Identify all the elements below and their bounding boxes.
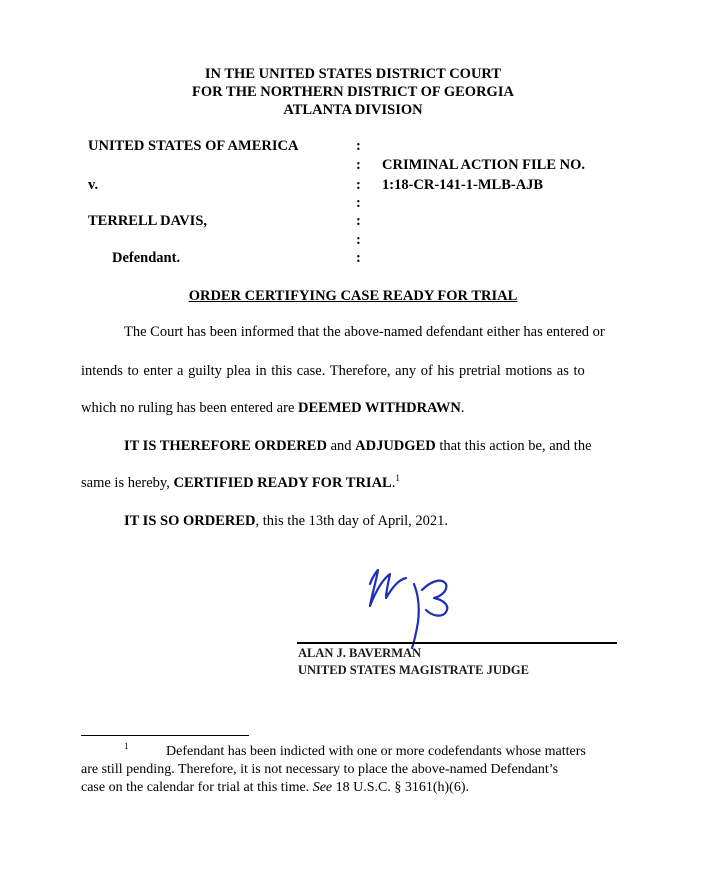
footnote-line-3 [81,780,469,796]
so-ordered-phrase: IT IS SO ORDERED [124,513,256,529]
text-run: and [326,438,356,454]
text-run: case on the calendar for trial at this time. [81,780,313,795]
footnote-number: 1 [124,741,129,751]
defendant-role: Defendant. [112,250,181,266]
court-name-line1: IN THE UNITED STATES DISTRICT COURT [204,66,502,82]
caption-colon: : [356,138,361,154]
file-number-label: CRIMINAL ACTION FILE NO. [382,157,586,173]
paragraph-2-line-1 [124,438,592,455]
paragraph-1-line-1: The Court has been informed that the above-named defendant either has entered or [124,324,605,340]
text-run: 18 U.S.C. § 3161(h)(6). [332,780,470,795]
caption-colon: : [356,250,361,266]
order-title: ORDER CERTIFYING CASE READY FOR TRIAL [188,288,518,304]
adjudged-phrase: ADJUDGED [355,438,436,454]
caption-colon: : [356,232,361,248]
paragraph-1-line-3 [81,400,465,417]
caption-colon: : [356,213,361,229]
footnote-divider [81,735,249,736]
versus-label: v. [88,177,99,193]
defendant-name: TERRELL DAVIS, [88,213,208,229]
judge-title: UNITED STATES MAGISTRATE JUDGE [298,663,529,677]
plaintiff-name: UNITED STATES OF AMERICA [88,138,299,154]
deemed-withdrawn: DEEMED WITHDRAWN [298,400,461,416]
court-name-line2: FOR THE NORTHERN DISTRICT OF GEORGIA [192,84,514,100]
footnote-line-2: are still pending. Therefore, it is not necessary to place the above-named Defendant’s [81,762,559,777]
footnote-reference: 1 [395,473,400,484]
footnote-line-1: Defendant has been indicted with one or more codefendants whose matters [166,744,586,759]
caption-colon: : [356,157,361,173]
caption-colon: : [356,195,361,211]
text-run: . [391,475,396,491]
see-signal: See [312,780,333,795]
paragraph-1-line-2: intends to enter a guilty plea in this case. Therefore, any of his pretrial motions as to [81,363,585,379]
judge-name: ALAN J. BAVERMAN [298,646,422,660]
paragraph-2-line-2 [81,475,400,492]
paragraph-3 [124,513,448,530]
certified-ready-phrase: CERTIFIED READY FOR TRIAL [173,475,392,491]
text-run: same is hereby, [81,475,174,491]
text-run: . [460,400,465,416]
caption-colon: : [356,177,361,193]
text-run: , this the 13th day of April, 2021. [255,513,448,529]
text-run: that this action be, and the [435,438,592,454]
ordered-phrase: IT IS THEREFORE ORDERED [124,438,327,454]
handwritten-signature [362,560,502,650]
court-division: ATLANTA DIVISION [283,102,423,118]
file-number: 1:18-CR-141-1-MLB-AJB [382,177,544,193]
signature-line [297,642,617,644]
text-run: which no ruling has been entered are [81,400,299,416]
